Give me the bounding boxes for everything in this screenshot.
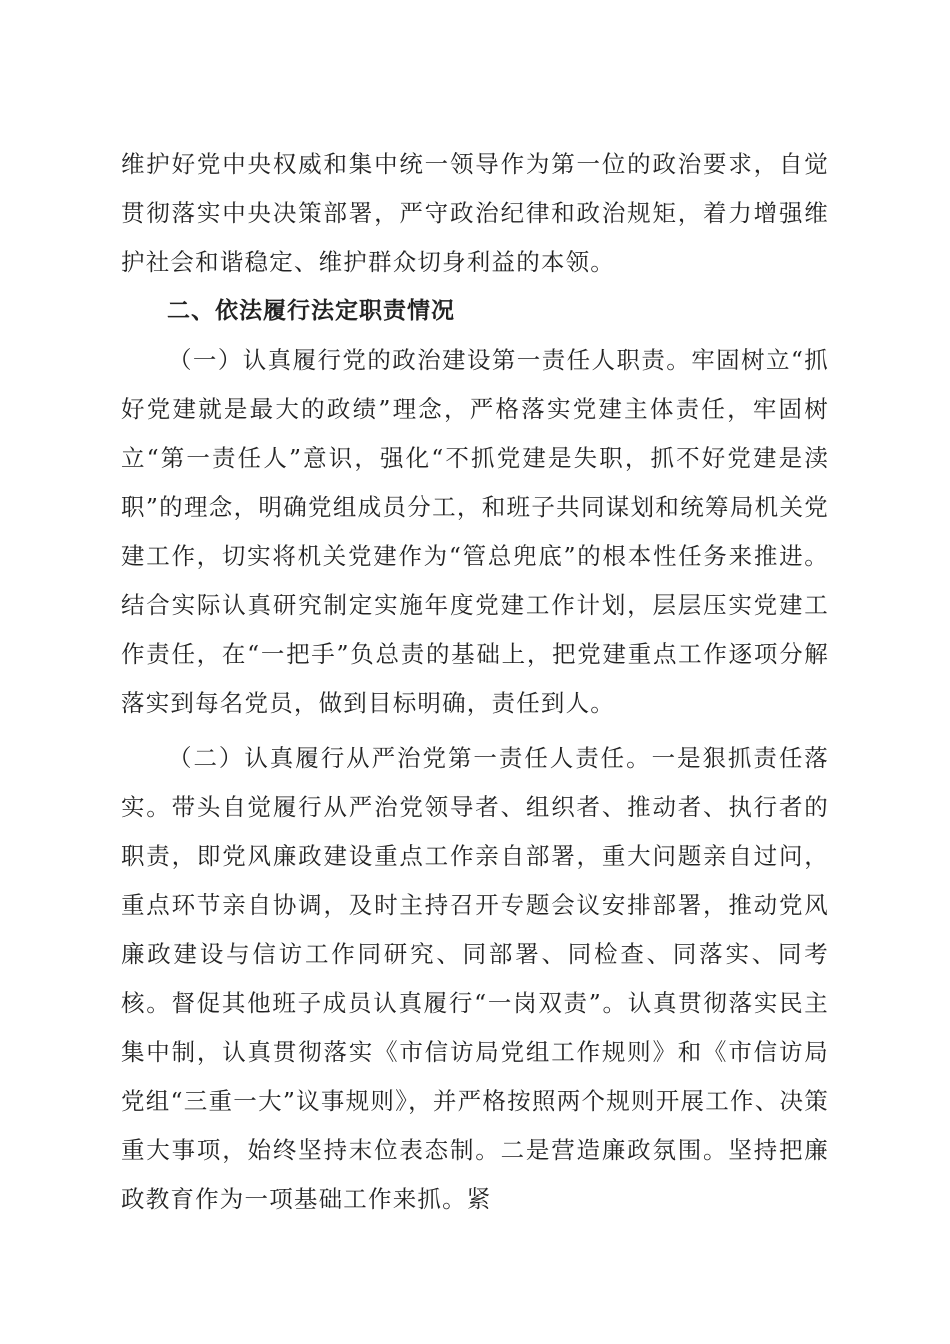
- subsection-2-heading: （二）认真履行从严治党第一责任人责任。: [168, 744, 652, 772]
- subsection-2-paragraph: [121, 734, 829, 1224]
- subsection-1-paragraph: [121, 336, 829, 728]
- subsection-1-heading: （一）认真履行党的政治建设第一责任人职责。: [168, 346, 692, 374]
- subsection-2-body: 一是狠抓责任落实。带头自觉履行从严治党领导者、组织者、推动者、执行者的职责，即党风廉政建设重点工作亲自部署，重大问题亲自过问，重点环节亲自协调，及时主持召开专题会议安排部署，推动党风廉政建设与信访工作同研究、同部署、同检查、同落实、同考核。督促其他班子成员认真履行“一岗双责”。认真贯彻落实民主集中制，认真贯彻落实《市信访局党组工作规则》和《市信访局党组“三重一大”议事规则》，并严格按照两个规则开展工作、决策重大事项，始终坚持末位表态制。二是营造廉政氛围。坚持把廉政教育作为一项基础工作来抓。紧: [121, 744, 829, 1213]
- section-2-title: 二、依法履行法定职责情况: [167, 298, 455, 324]
- subsection-1-body: 牢固树立“抓好党建就是最大的政绩”理念，严格落实党建主体责任，牢固树立“第一责任人”意识，强化“不抓党建是失职，抓不好党建是渎职”的理念，明确党组成员分工，和班子共同谋划和统筹局机关党建工作，切实将机关党建作为“管总兜底”的根本性任务来推进。结合实际认真研究制定实施年度党建工作计划，层层压实党建工作责任，在“一把手”负总责的基础上，把党建重点工作逐项分解落实到每名党员，做到目标明确，责任到人。: [121, 346, 830, 717]
- document-body: [121, 140, 829, 1224]
- paragraph-1: 维护好党中央权威和集中统一领导作为第一位的政治要求，自觉贯彻落实中央决策部署，严守政治纪律和政治规矩，着力增强维护社会和谐稳定、维护群众切身利益的本领。: [121, 150, 829, 276]
